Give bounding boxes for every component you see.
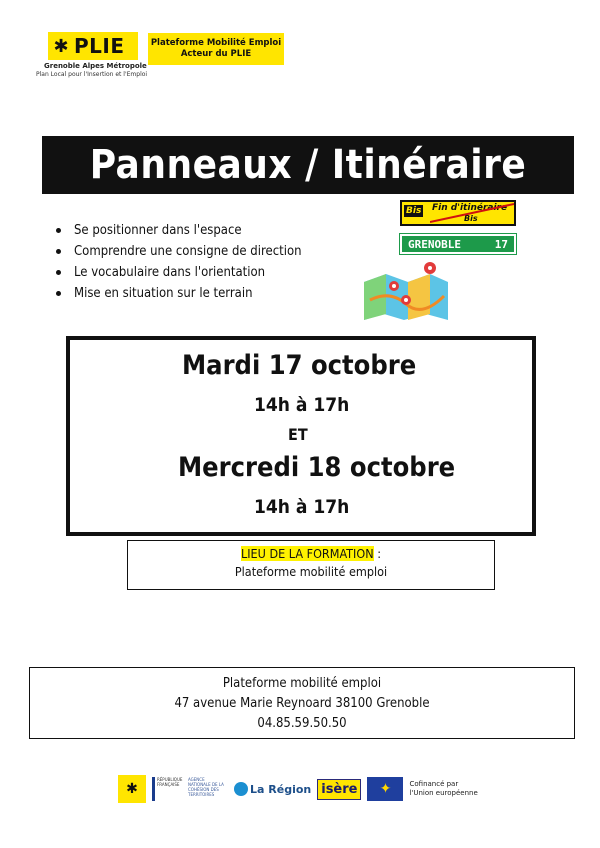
- republique-logo: RÉPUBLIQUE FRANÇAISE: [152, 777, 182, 801]
- sign-distance: 17: [494, 237, 508, 251]
- bis-text-line1: Fin d'itinéraire: [432, 203, 508, 213]
- plie-logo: [48, 32, 138, 60]
- bis-label: Bis: [406, 206, 422, 216]
- address-name: Plateforme mobilité emploi: [222, 676, 382, 691]
- map-icon: [360, 260, 452, 322]
- eu-flag-icon: ✦: [367, 777, 403, 801]
- plateforme-badge: [148, 33, 284, 65]
- eu-cofinance-text: Cofinancé par l'Union européenne: [409, 780, 478, 797]
- page-title: Panneaux / Itinéraire: [42, 136, 574, 194]
- session-dates-box: [66, 336, 536, 536]
- location-value: Plateforme mobilité emploi: [234, 564, 388, 579]
- star-icon: ✱: [126, 781, 138, 797]
- location-label-suffix: :: [373, 546, 381, 561]
- location-box: [127, 540, 495, 590]
- list-item: Mise en situation sur le terrain: [56, 283, 302, 304]
- strike-line-icon: [430, 202, 514, 224]
- session-time-2: 14h à 17h: [254, 496, 350, 518]
- address-phone: 04.85.59.50.50: [257, 716, 347, 731]
- list-item: Se positionner dans l'espace: [56, 220, 302, 241]
- session-date-1: Mardi 17 octobre: [182, 350, 417, 381]
- list-item: Le vocabulaire dans l'orientation: [56, 262, 302, 283]
- location-label: LIEU DE LA FORMATION: [240, 546, 374, 561]
- region-logo: [234, 782, 311, 796]
- address-street: 47 avenue Marie Reynoard 38100 Grenoble: [174, 696, 430, 711]
- partner-logos: [118, 774, 479, 804]
- plie-subtitle-2: Plan Local pour l'Insertion et l'Emploi: [36, 71, 148, 78]
- region-text: La Région: [250, 782, 312, 796]
- plie-subtitle-1: Grenoble Alpes Métropole: [44, 62, 147, 70]
- plateforme-line1: Plateforme Mobilité Emploi: [150, 38, 282, 48]
- isere-logo: isère: [317, 779, 361, 800]
- address-box: [29, 667, 575, 739]
- objectives-list: [56, 220, 302, 304]
- plie-logo-text: PLIE: [74, 34, 125, 58]
- plie-footer-logo: [118, 775, 146, 803]
- plateforme-line2: Acteur du PLIE: [180, 49, 252, 59]
- session-separator: ET: [288, 425, 308, 444]
- list-item: Comprendre une consigne de direction: [56, 241, 302, 262]
- star-icon: ✱: [53, 35, 69, 57]
- session-date-2: Mercredi 18 octobre: [178, 452, 456, 483]
- bis-text-line2: Bis: [464, 214, 478, 223]
- sign-city: GRENOBLE: [408, 237, 461, 251]
- bis-road-sign: [400, 200, 516, 226]
- session-time-1: 14h à 17h: [254, 394, 350, 416]
- grenoble-road-sign: [400, 234, 516, 254]
- region-circle-icon: [234, 782, 248, 796]
- agence-logo: AGENCE NATIONALE DE LA COHÉSION DES TERRITOIRES: [188, 777, 224, 797]
